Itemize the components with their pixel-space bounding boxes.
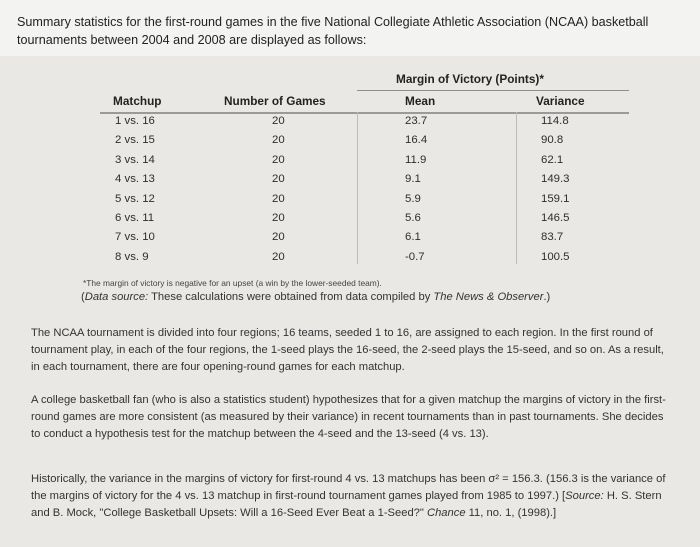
variance-cell: 100.5 [541, 250, 570, 263]
paragraph-historical-variance [31, 471, 671, 523]
variance-cell: 146.5 [541, 212, 570, 224]
column-separator [357, 112, 358, 264]
matchup-cell: 4 vs. 13 [115, 173, 155, 186]
variance-cell: 83.7 [541, 231, 564, 244]
games-cell: 20 [272, 115, 285, 127]
p3-text-a: Historically, the variance in the margins of victory for first-round 4 vs. 13 matchups has been σ² = 156.3. (156.3 is the variance of the margins of victory for the 4 vs. 13 matchup in first-round tournament games played from 1985 to 1997.) [ [31, 473, 666, 503]
variance-cell: 114.8 [541, 115, 569, 127]
matchup-cell: 1 vs. 16 [115, 115, 155, 127]
games-header: Number of Games [224, 94, 326, 108]
column-separator [516, 112, 517, 264]
variance-cell: 149.3 [541, 173, 570, 186]
mean-cell: 5.9 [405, 192, 421, 205]
paragraph-hypothesis: A college basketball fan (who is also a statistics student) hypothesizes that for a given matchup the margins of victory in the first-round games are more consistent (as measured by their variance) in recent tournaments than in past tournaments. She decides to conduct a hypothesis test for the matchup between the 4-seed and the 13-seed (4 vs. 13). [31, 394, 666, 441]
source-close: .) [543, 291, 551, 303]
variance-cell: 62.1 [541, 153, 564, 166]
source-text: These calculations were obtained from data compiled by [148, 291, 434, 303]
matchup-cell: 7 vs. 10 [115, 231, 155, 244]
group-header-rule [357, 90, 629, 91]
games-cell: 20 [272, 153, 285, 166]
games-cell: 20 [272, 134, 285, 147]
mean-cell: -0.7 [405, 250, 425, 263]
mean-header: Mean [405, 94, 436, 108]
data-source-note [81, 291, 550, 303]
mean-cell: 16.4 [405, 134, 428, 147]
margin-of-victory-header: Margin of Victory (Points)* [396, 72, 544, 86]
variance-cell: 159.1 [541, 192, 570, 205]
p3-source-label: Source: [565, 490, 604, 503]
source-label: Data source: [84, 291, 149, 303]
p3-journal: Chance [426, 507, 466, 520]
mean-cell: 9.1 [405, 173, 421, 186]
p3-text-c: 11, no. 1, (1998).] [465, 507, 557, 520]
mean-cell: 11.9 [405, 153, 427, 166]
footnote: *The margin of victory is negative for an upset (a win by the lower-seeded team). [83, 278, 382, 288]
paragraph-tournament-structure: The NCAA tournament is divided into four regions; 16 teams, seeded 1 to 16, are assigned to each region. In the first round of tournament play, in each of the four regions, the 1-seed plays the 16-seed, the 2-seed plays the 15-seed, and so on. As a result, in each tournament, there are four opening-round games for each matchup. [31, 327, 664, 374]
intro-text: Summary statistics for the first-round games in the five National Collegiate Athletic Association (NCAA) basketball tournaments between 2004 and 2008 are displayed as follows: [17, 15, 649, 47]
matchup-cell: 3 vs. 14 [115, 153, 155, 166]
source-open: ( [81, 291, 85, 303]
matchup-cell: 6 vs. 11 [115, 212, 155, 224]
games-cell: 20 [272, 231, 285, 244]
mean-cell: 5.6 [405, 212, 421, 224]
games-cell: 20 [272, 173, 285, 186]
mean-cell: 6.1 [405, 231, 421, 244]
matchup-cell: 8 vs. 9 [115, 250, 149, 263]
games-cell: 20 [272, 192, 285, 205]
source-publication: The News & Observer [433, 291, 544, 303]
variance-header: Variance [536, 94, 585, 108]
matchup-cell: 5 vs. 12 [115, 192, 155, 205]
variance-cell: 90.8 [541, 134, 564, 147]
p3-text-b: H. S. Stern and B. Mock, "College Basketball Upsets: Will a 16-Seed Ever Beat a 1-Seed?" [31, 490, 662, 520]
matchup-header: Matchup [113, 94, 162, 108]
mean-cell: 23.7 [405, 115, 428, 127]
header-rule [100, 112, 629, 114]
games-cell: 20 [272, 250, 285, 263]
matchup-cell: 2 vs. 15 [115, 134, 155, 147]
games-cell: 20 [272, 212, 285, 224]
